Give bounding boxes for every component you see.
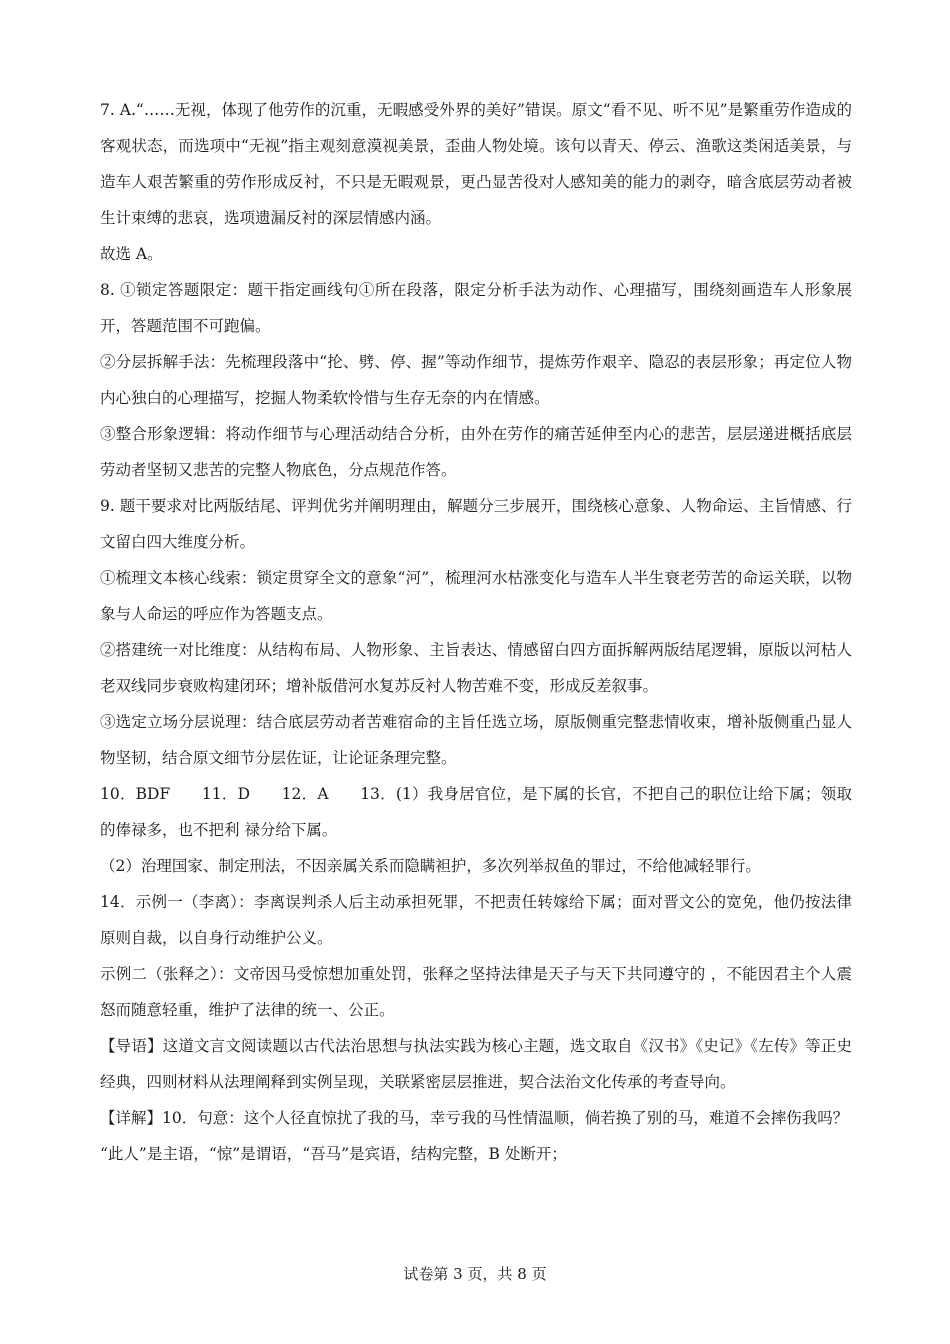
paragraph: 7. A.“……无视，体现了他劳作的沉重，无暇感受外界的美好”错误。原文“看不见、听不见”是繁重劳作造成的客观状态，而选项中“无视”指主观刻意漠视美景，歪曲人物处境。该句以青天、停云、渔歌这类闲适美景，与造车人艰苦繁重的劳作形成反衬，不只是无暇观景，更凸显苦役对人感知美的能力的剥夺，暗含底层劳动者被生计束缚的悲哀，选项遗漏反衬的深层情感内涵。 <box>100 101 852 227</box>
paragraph: 示例二（张释之）：文帝因马受惊想加重处罚，张释之坚持法律是天子与天下共同遵守的 ，不能因君主个人震怒而随意轻重，维护了法律的统一、公正。 <box>100 965 852 1019</box>
answer-content <box>100 92 852 1172</box>
paragraph: （2）治理国家、制定刑法，不因亲属关系而隐瞒袒护，多次列举叔鱼的罪过，不给他减轻罪行。 <box>100 857 761 875</box>
page-footer: 试卷第 3 页，共 8 页 <box>403 1265 547 1283</box>
paragraph: 9. 题干要求对比两版结尾、评判优劣并阐明理由，解题分三步展开，围绕核心意象、人物命运、主旨情感、行文留白四大维度分析。 <box>100 497 852 551</box>
paragraph: ①梳理文本核心线索：锁定贯穿全文的意象“河”，梳理河水枯涨变化与造车人半生衰老劳苦的命运关联，以物象与人命运的呼应作为答题支点。 <box>100 569 852 623</box>
paragraph: 【详解】10．句意：这个人径直惊扰了我的马，幸亏我的马性情温顺，倘若换了别的马，难道不会摔伤我吗？ <box>100 1109 849 1127</box>
paragraph: 10．BDF 11．D 12．A 13．(1）我身居官位，是下属的长官，不把自己的职位让给下属；领取的俸禄多，也不把利 禄分给下属。 <box>100 785 852 839</box>
paragraph: ②分层拆解手法：先梳理段落中“抡、劈、停、握”等动作细节，提炼劳作艰辛、隐忍的表层形象；再定位人物内心独白的心理描写，挖掘人物柔软怜惜与生存无奈的内在情感。 <box>100 353 852 407</box>
paragraph: ③整合形象逻辑：将动作细节与心理活动结合分析，由外在劳作的痛苦延伸至内心的悲苦，层层递进概括底层劳动者坚韧又悲苦的完整人物底色，分点规范作答。 <box>100 425 852 479</box>
paragraph: 【导语】这道文言文阅读题以古代法治思想与执法实践为核心主题，选文取自《汉书》《史记》《左传》等正史经典，四则材料从法理阐释到实例呈现，关联紧密层层推进，契合法治文化传承的考查导向。 <box>100 1037 852 1091</box>
paragraph: ③选定立场分层说理：结合底层劳动者苦难宿命的主旨任选立场，原版侧重完整悲情收束，增补版侧重凸显人物坚韧，结合原文细节分层佐证，让论证条理完整。 <box>100 713 852 767</box>
paragraph: 故选 A。 <box>100 245 163 263</box>
paragraph: 8. ①锁定答题限定：题干指定画线句①所在段落，限定分析手法为动作、心理描写，围绕刻画造车人形象展开，答题范围不可跑偏。 <box>100 281 852 335</box>
paragraph: “此人”是主语，“惊”是谓语，“吾马”是宾语，结构完整，B 处断开； <box>100 1145 567 1163</box>
paragraph: ②搭建统一对比维度：从结构布局、人物形象、主旨表达、情感留白四方面拆解两版结尾逻辑，原版以河枯人老双线同步衰败构建闭环；增补版借河水复苏反衬人物苦难不变，形成反差叙事。 <box>100 641 852 695</box>
paragraph: 14．示例一（李离）：李离误判杀人后主动承担死罪，不把责任转嫁给下属；面对晋文公的宽免，他仍按法律原则自裁，以自身行动维护公义。 <box>100 893 852 947</box>
